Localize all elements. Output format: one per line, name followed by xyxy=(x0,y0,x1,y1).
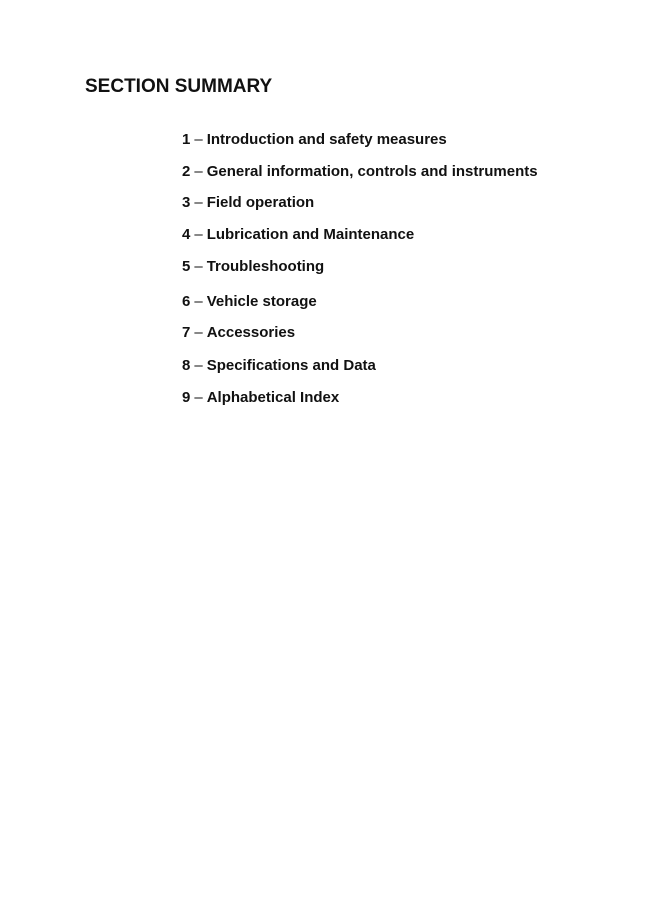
section-item-7[interactable] xyxy=(182,324,295,341)
section-title: General information, controls and instruments xyxy=(206,163,538,180)
section-number: 3 xyxy=(182,194,191,211)
section-number: 4 xyxy=(182,226,191,243)
section-title: Introduction and safety measures xyxy=(206,131,447,148)
separator: – xyxy=(194,131,203,148)
separator: – xyxy=(194,194,203,211)
section-item-3[interactable] xyxy=(182,194,314,211)
section-title: Field operation xyxy=(206,194,315,211)
section-item-2[interactable] xyxy=(182,163,538,180)
section-item-5[interactable] xyxy=(182,258,324,275)
section-number: 8 xyxy=(182,357,191,374)
section-number: 5 xyxy=(182,258,191,275)
section-number: 2 xyxy=(182,163,191,180)
section-title: Lubrication and Maintenance xyxy=(206,226,415,243)
separator: – xyxy=(194,357,203,374)
separator: – xyxy=(194,163,203,180)
section-title: Alphabetical Index xyxy=(206,389,340,406)
section-title: Specifications and Data xyxy=(206,357,376,374)
section-item-8[interactable] xyxy=(182,357,376,374)
section-title: Troubleshooting xyxy=(206,258,325,275)
section-item-6[interactable] xyxy=(182,293,317,310)
section-item-1[interactable] xyxy=(182,131,447,148)
section-summary-heading: SECTION SUMMARY xyxy=(85,76,273,97)
section-number: 1 xyxy=(182,131,191,148)
separator: – xyxy=(194,226,203,243)
section-number: 6 xyxy=(182,293,191,310)
separator: – xyxy=(194,293,203,310)
section-title: Accessories xyxy=(206,324,296,341)
section-item-9[interactable] xyxy=(182,389,339,406)
section-number: 7 xyxy=(182,324,191,341)
section-item-4[interactable] xyxy=(182,226,414,243)
separator: – xyxy=(194,324,203,341)
separator: – xyxy=(194,258,203,275)
section-number: 9 xyxy=(182,389,191,406)
separator: – xyxy=(194,389,203,406)
section-title: Vehicle storage xyxy=(206,293,317,310)
